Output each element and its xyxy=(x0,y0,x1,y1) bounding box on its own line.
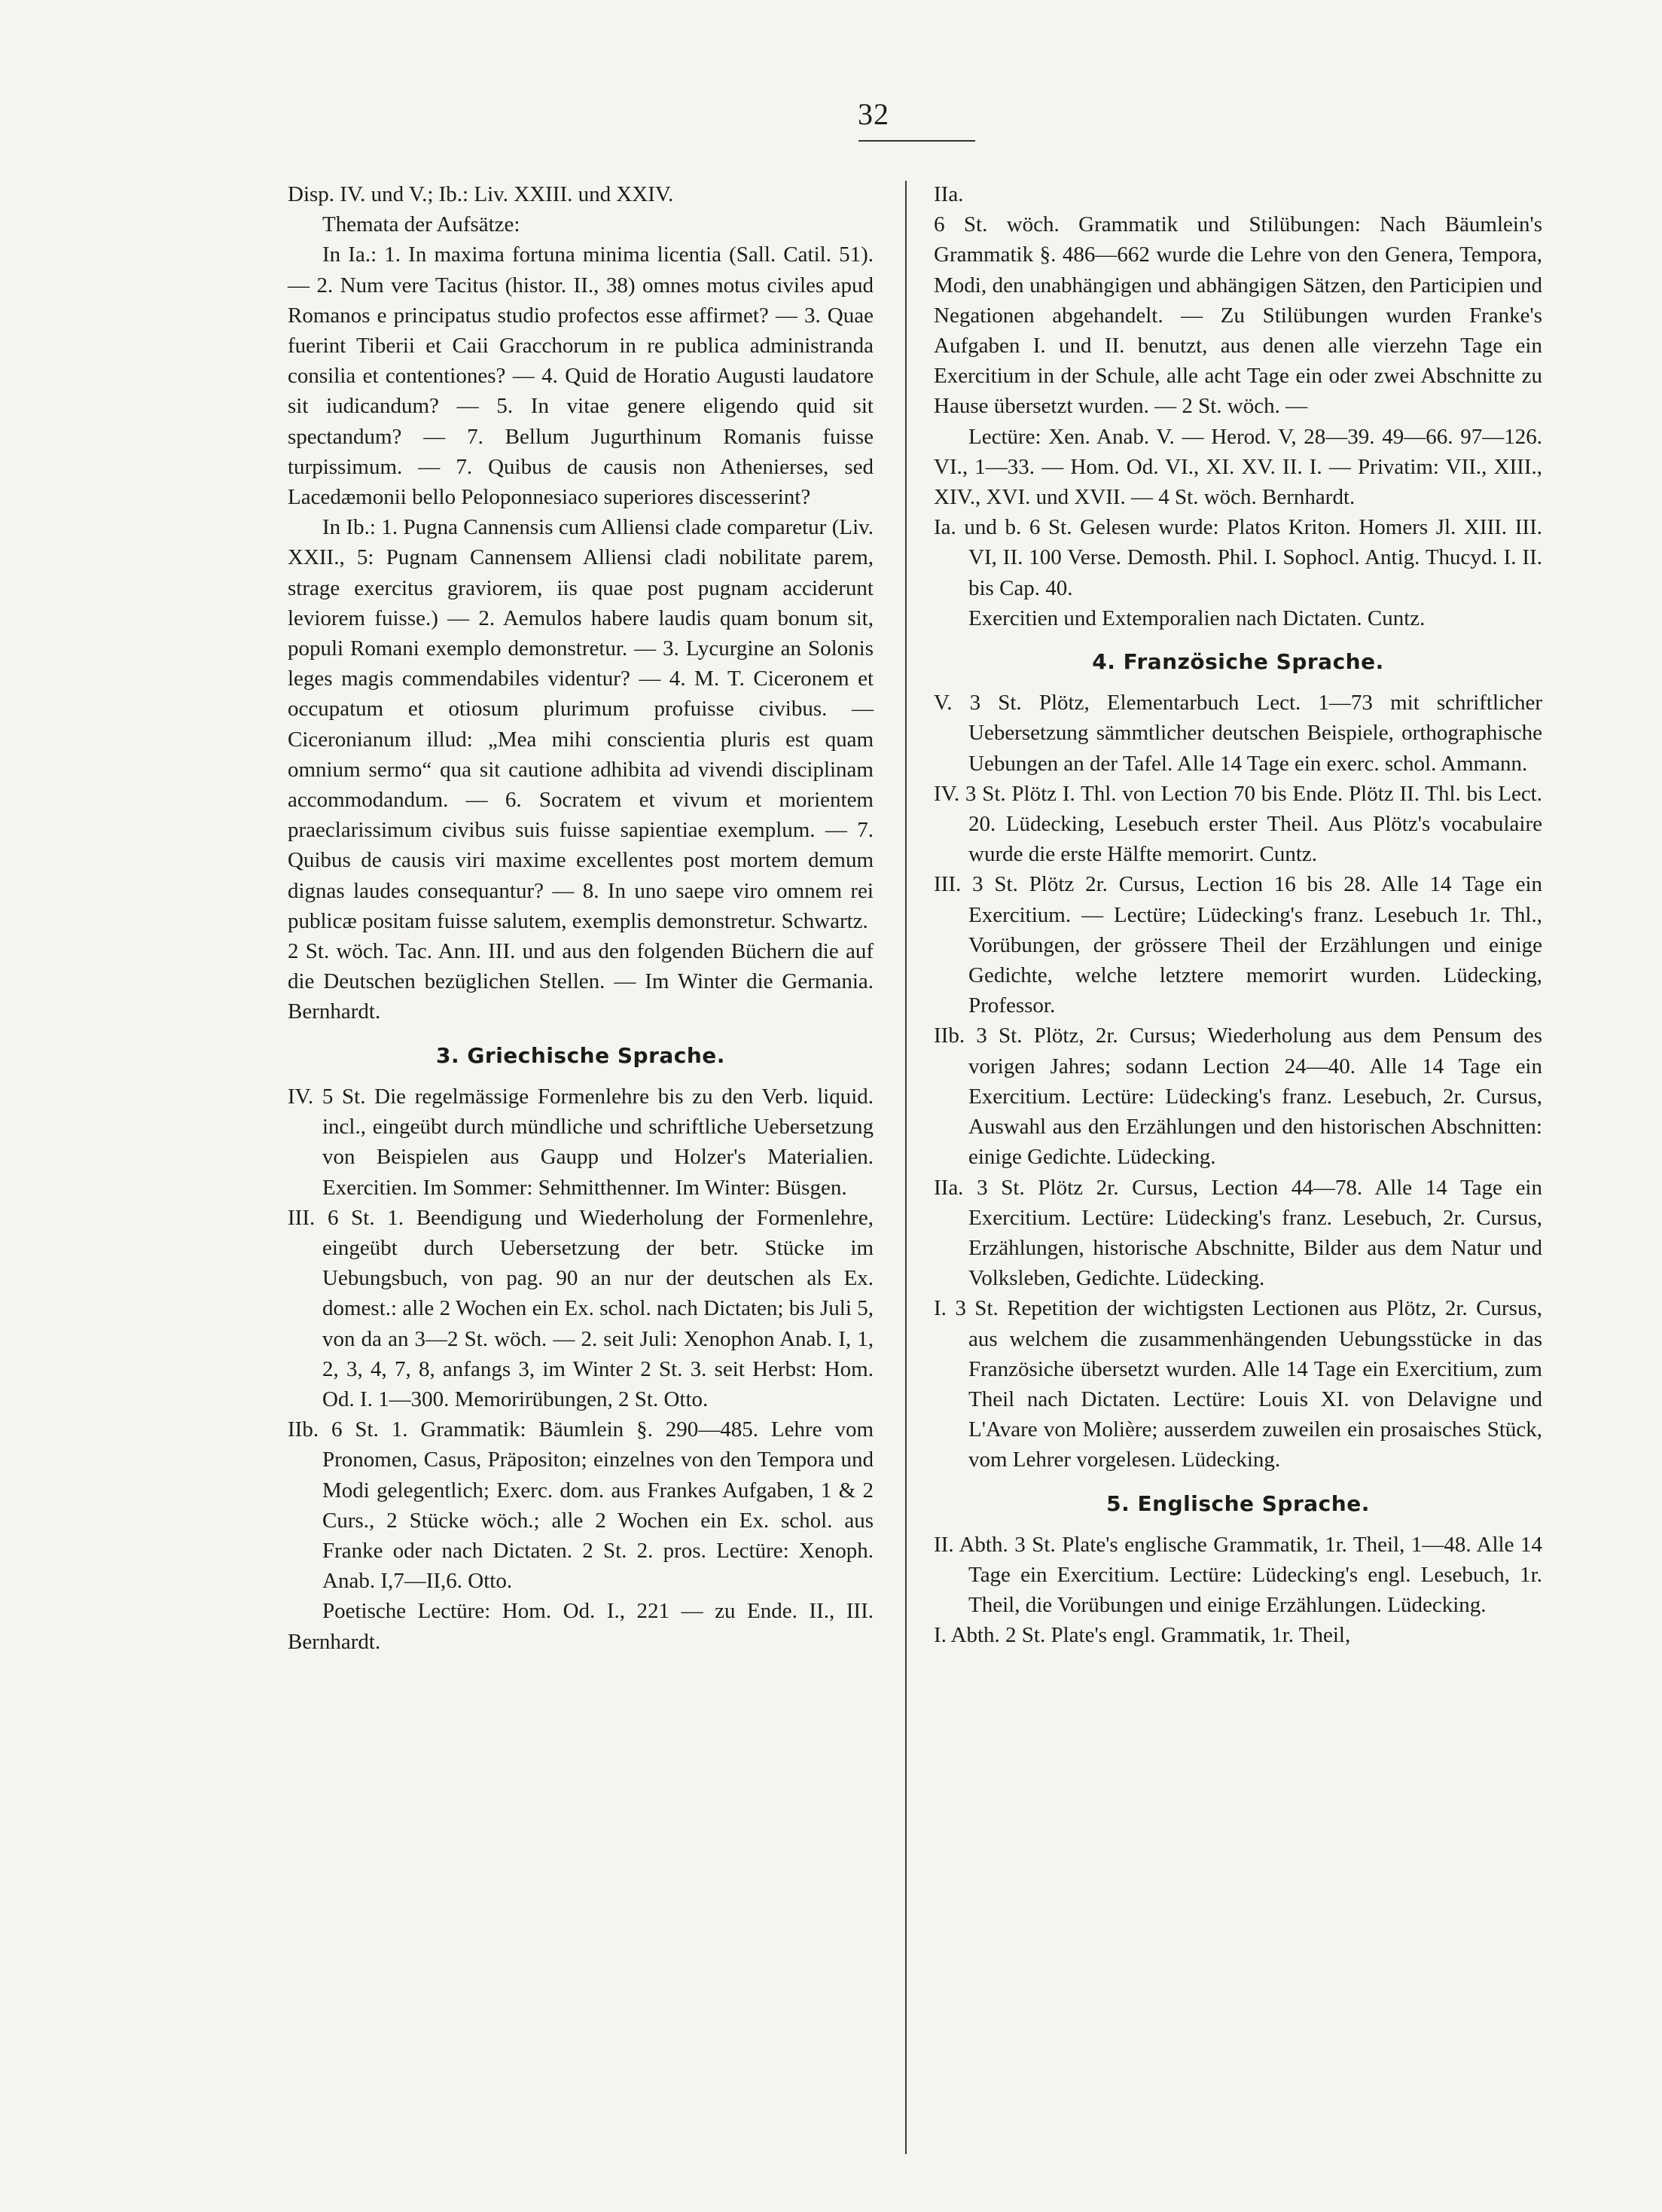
text-paragraph: Ia. und b. 6 St. Gelesen wurde: Platos Kriton. Homers Jl. XIII. III. VI, II. 100 Verse. Demosth. Phil. I. Sophocl. Antig. Thucyd. I. II. bis Cap. 40. xyxy=(934,515,1542,600)
text-paragraph: IIb. 3 St. Plötz, 2r. Cursus; Wiederholung aus dem Pensum des vorigen Jahres; sodann Lection 24—40. Alle 14 Tage ein Exercitium. Lectüre: Lüdecking's franz. Lesebuch, 2r. Cursus, Auswahl aus den Erzählungen und den historischen Abschnitten: einige Gedichte. Lüdecking. xyxy=(934,1024,1542,1170)
column-divider xyxy=(905,181,907,2154)
text-paragraph: Poetische Lectüre: Hom. Od. I., 221 — zu Ende. II., III. Bernhardt. xyxy=(288,1599,874,1654)
page-number-rule xyxy=(858,140,975,142)
text-paragraph: Themata der Aufsätze: xyxy=(322,212,520,237)
right-column xyxy=(934,179,1542,1651)
text-paragraph: I. Abth. 2 St. Plate's engl. Grammatik, 1r. Theil, xyxy=(934,1623,1351,1648)
text-paragraph: III. 3 St. Plötz 2r. Cursus, Lection 16 bis 28. Alle 14 Tage ein Exercitium. — Lectüre; Lüdecking's franz. Lesebuch 1r. Thl., Vorübungen, der grössere Theil der Erzählungen und einige Gedichte, welche letztere memorirt wurden. Lüdecking, Professor. xyxy=(934,872,1542,1018)
text-paragraph: V. 3 St. Plötz, Elementarbuch Lect. 1—73 mit schriftlicher Uebersetzung sämmtlicher deutschen Beispiele, orthographische Uebungen an der Tafel. Alle 14 Tage ein exerc. schol. Ammann. xyxy=(934,691,1542,776)
text-paragraph: 6 St. wöch. Grammatik und Stilübungen: Nach Bäumlein's Grammatik §. 486—662 wurde die Lehre von den Genera, Tempora, Modi, den unabhängigen und abhängigen Sätzen, den Participien und Negationen abgehandelt. — Zu Stilübungen wurden Franke's Aufgaben I. und II. benutzt, aus denen alle vierzehn Tage ein Exercitium in der Schule, alle acht Tage ein oder zwei Abschnitte zu Hause übersetzt wurden. — 2 St. wöch. — xyxy=(934,212,1542,419)
section-heading-greek: 3. Griechische Sprache. xyxy=(436,1042,725,1068)
text-paragraph: Exercitien und Extemporalien nach Dictaten. Cuntz. xyxy=(968,606,1426,630)
text-paragraph: II. Abth. 3 St. Plate's englische Grammatik, 1r. Theil, 1—48. Alle 14 Tage ein Exercitium. Lectüre: Lüdecking's engl. Lesebuch, 1r. Theil, die Vorübungen und einige Erzählungen. Lüdecking. xyxy=(934,1532,1542,1618)
section-heading-english: 5. Englische Sprache. xyxy=(1106,1490,1370,1516)
text-paragraph: IIa. 3 St. Plötz 2r. Cursus, Lection 44—78. Alle 14 Tage ein Exercitium. Lectüre: Lüdecking's franz. Lesebuch, 2r. Cursus, Erzählungen, historische Abschnitte, Bilder aus dem Natur und Volksleben, Gedichte. Lüdecking. xyxy=(934,1175,1542,1291)
text-paragraph: IIa. xyxy=(934,182,964,206)
text-paragraph: In Ib.: 1. Pugna Cannensis cum Alliensi clade comparetur (Liv. XXII., 5: Pugnam Cannensem Alliensi cladi nobilitate parem, strage exercitus graviorem, iis quae post pugnam acciderunt leviorem fuisse.) — 2. Aemulos habere laudis quam bonum sit, populi Romani exemplo demonstretur. — 3. Lycurgine an Solonis leges magis commendabiles videntur? — 4. M. T. Ciceronem et occupatum et otiosum plurimum profuisse civibus. — Ciceronianum illud: „Mea mihi conscientia pluris est quam omnium sermo“ qua sit cautione adhibita ad vivendi disciplinam accommodandum. — 6. Socratem et vivum et morientem praeclarissimum civibus suis fuisse sapientiae exemplum. — 7. Quibus de causis viri maxime excellentes post mortem demum dignas laudes consequantur? — 8. In uno saepe viro omnem rei publicæ positam fuisse salutem, exemplis demonstretur. Schwartz. xyxy=(288,515,874,933)
text-paragraph: I. 3 St. Repetition der wichtigsten Lectionen aus Plötz, 2r. Cursus, aus welchem die zusammenhängenden Uebungsstücke in das Französiche übersetzt wurden. Alle 14 Tage ein Exercitium, zum Theil nach Dictaten. Lectüre: Louis XI. von Delavigne und L'Avare von Molière; ausserdem zuweilen ein prosaisches Stück, vom Lehrer vorgelesen. Lüdecking. xyxy=(934,1296,1542,1472)
text-paragraph: III. 6 St. 1. Beendigung und Wiederholung der Formenlehre, eingeübt durch Uebersetzung der betr. Stücke im Uebungsbuch, von pag. 90 an nur der deutschen als Ex. domest.: alle 2 Wochen ein Ex. schol. nach Dictaten; bis Juli 5, von da an 3—2 St. wöch. — 2. seit Juli: Xenophon Anab. I, 1, 2, 3, 4, 7, 8, anfangs 3, im Winter 2 St. 3. seit Herbst: Hom. Od. I. 1—300. Memorirübungen, 2 St. Otto. xyxy=(288,1205,874,1411)
text-paragraph: IIb. 6 St. 1. Grammatik: Bäumlein §. 290—485. Lehre vom Pronomen, Casus, Präpositon; einzelnes von den Tempora und Modi gelegentlich; Exerc. dom. aus Frankes Aufgaben, 1 & 2 Curs., 2 Stücke wöch.; alle 2 Wochen ein Ex. schol. aus Franke oder nach Dictaten. 2 St. 2. pros. Lectüre: Xenoph. Anab. I,7—II,6. Otto. xyxy=(288,1417,874,1594)
page-number: 32 xyxy=(858,97,889,131)
text-paragraph: Disp. IV. und V.; Ib.: Liv. XXIII. und XXIV. xyxy=(288,182,674,206)
text-paragraph: In Ia.: 1. In maxima fortuna minima licentia (Sall. Catil. 51). — 2. Num vere Tacitus (histor. II., 38) omnes motus civiles apud Romanos e principatus studio profectos esse affirmet? — 3. Quae fuerint Tiberii et Caii Gracchorum in re publica administranda consilia et contentiones? — 4. Quid de Horatio Augusti laudatore sit iudicandum? — 5. In vitae genere eligendo quid sit spectandum? — 7. Bellum Jugurthinum Romanis fuisse turpissimum. — 7. Quibus de causis non Athenierses, sed Lacedæmonii bello Peloponnesiaco superiores discesserint? xyxy=(288,243,874,510)
text-paragraph: 2 St. wöch. Tac. Ann. III. und aus den folgenden Büchern die auf die Deutschen bezüglichen Stellen. — Im Winter die Germania. Bernhardt. xyxy=(288,939,874,1024)
text-paragraph: Lectüre: Xen. Anab. V. — Herod. V, 28—39. 49—66. 97—126. VI., 1—33. — Hom. Od. VI., XI. XV. II. I. — Privatim: VII., XIII., XIV., XVI. und XVII. — 4 St. wöch. Bernhardt. xyxy=(934,424,1542,510)
left-column xyxy=(288,179,874,1657)
section-heading-french: 4. Französiche Sprache. xyxy=(1092,649,1384,675)
text-paragraph: IV. 5 St. Die regelmässige Formenlehre bis zu den Verb. liquid. incl., eingeübt durch mündliche und schriftliche Uebersetzung von Beispielen aus Gaupp und Holzer's Materialien. Exercitien. Im Sommer: Sehmitthenner. Im Winter: Büsgen. xyxy=(288,1084,874,1200)
text-paragraph: IV. 3 St. Plötz I. Thl. von Lection 70 bis Ende. Plötz II. Thl. bis Lect. 20. Lüdecking, Lesebuch erster Theil. Aus Plötz's vocabulaire wurde die erste Hälfte memorirt. Cuntz. xyxy=(934,781,1542,867)
